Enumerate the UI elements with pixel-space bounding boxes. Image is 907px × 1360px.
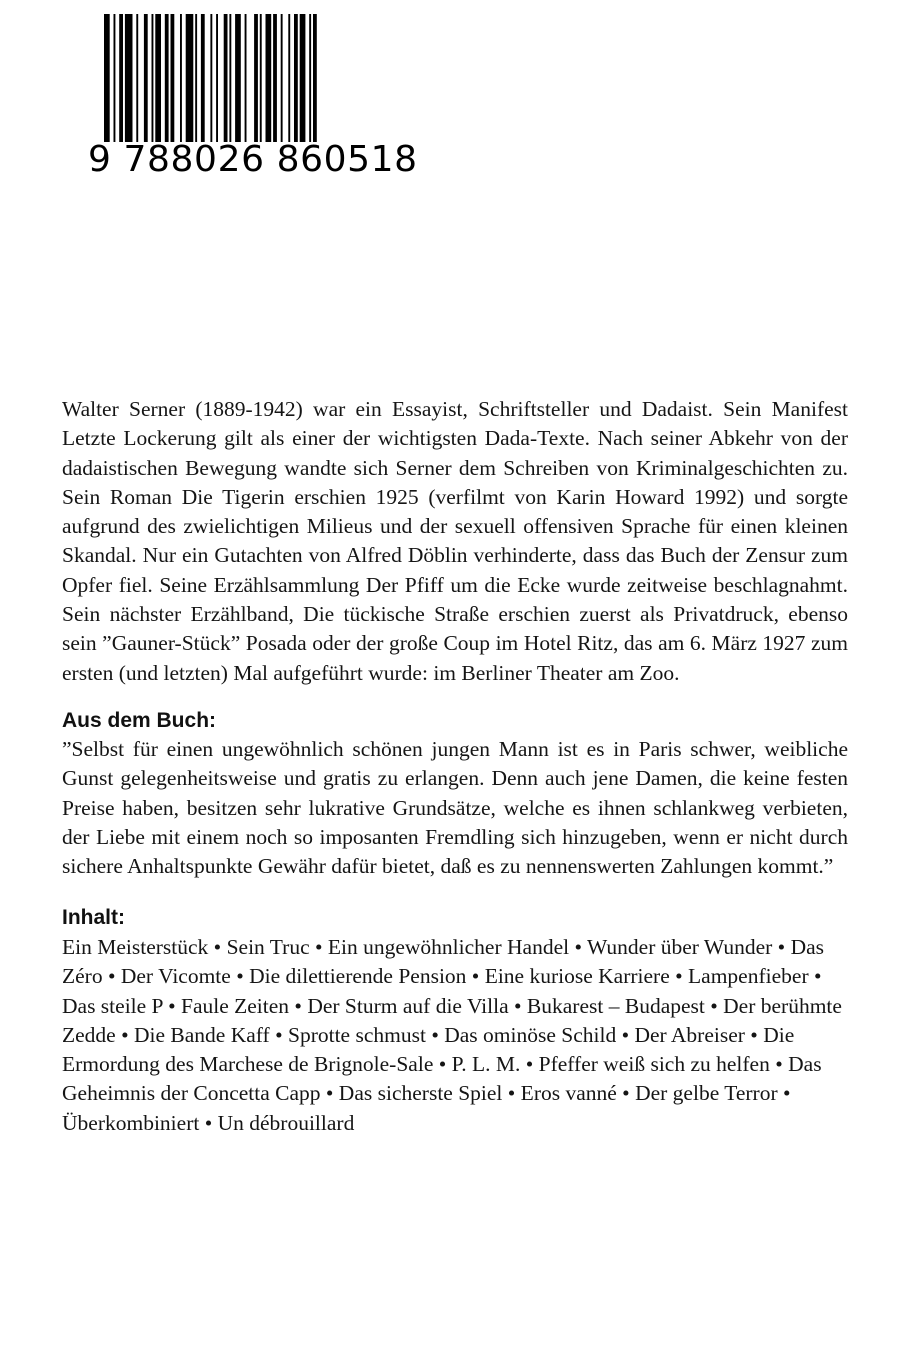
barcode-bar [136,14,138,142]
author-biography: Walter Serner (1889-1942) war ein Essayist, Schriftsteller und Dadaist. Sein Manifest Letzte Lockerung gilt als einer der wichtigsten Dada-Texte. Nach seiner Abkehr von der dadaistischen Bewegung wandte sich Serner dem Schreiben von Kriminalgeschichten zu. Sein Roman Die Tigerin erschien 1925 (verfilmt von Karin Howard 1992) und sorgte aufgrund des zwielichtigen Milieus und der sexuell offensiven Sprache für einen kleinen Skandal. Nur ein Gutachten von Alfred Döblin verhinderte, dass das Buch der Zensur zum Opfer fiel. Seine Erzählsammlung Der Pfiff um die Ecke wurde zeitweise beschlagnahmt. Sein nächster Erzählband, Die tückische Straße erschien zuerst als Privatdruck, ebenso sein ”Gauner-Stück” Posada oder der große Coup im Hotel Ritz, das am 6. März 1927 zum ersten (und letzten) Mal aufgeführt wurde: im Berliner Theater am Zoo. [62,397,848,685]
barcode-bar [186,14,194,142]
barcode-bar [245,14,247,142]
barcode-bar [224,14,228,142]
barcode-bar [288,14,290,142]
barcode-bar [216,14,218,142]
barcode-bar [125,14,133,142]
barcode-bar [201,14,205,142]
barcode-bar [152,14,154,142]
barcode-bar [254,14,258,142]
contents-heading: Inhalt: [62,906,125,929]
book-excerpt: ”Selbst für einen ungewöhnlich schönen jungen Mann ist es in Paris schwer, weibliche Gunst gelegenheitsweise und gratis zu erlangen. Denn auch jene Damen, die keine festen Preise haben, besitzen sehr lukrative Grundsätze, welche es ihnen schlankweg verbieten, der Liebe mit einem noch so imposanten Fremdling sich hinzugeben, wenn er nicht durch sichere Anhaltspunkte Gewähr dafür bietet, daß es zu nennenswerten Zahlungen kommt.” [62,737,848,879]
barcode-bar [144,14,148,142]
barcode-bar [165,14,169,142]
barcode-bar [104,14,110,142]
barcode-bars [104,14,344,142]
barcode-bar [300,14,306,142]
barcode-bar [260,14,262,142]
barcode-bar [119,14,123,142]
barcode-bar [273,14,277,142]
barcode-bar [171,14,175,142]
excerpt-heading: Aus dem Buch: [62,709,217,732]
isbn-barcode [88,14,418,180]
barcode-bar [309,14,311,142]
barcode-bar [180,14,182,142]
barcode-bar [155,14,161,142]
barcode-bar [195,14,197,142]
barcode-bar [114,14,116,142]
barcode-bar [313,14,317,142]
isbn-number: 9 788026 860518 [88,139,418,180]
table-of-contents: Ein Meisterstück • Sein Truc • Ein ungewöhnlicher Handel • Wunder über Wunder • Das Zéro • Der Vicomte • Die dilettierende Pension • Eine kuriose Karriere • Lampenfieber • Das steile P • Faule Zeiten • Der Sturm auf die Villa • Bukarest – Budapest • Der berühmte Zedde • Die Bande Kaff • Sprotte schmust • Das ominöse Schild • Der Abreiser • Die Ermordung des Marchese de Brignole-Sale • P. L. M. • Pfeffer weiß sich zu helfen • Das Geheimnis der Concetta Capp • Das sicherste Spiel • Eros vanné • Der gelbe Terror • Überkombiniert • Un débrouillard [62,935,842,1135]
barcode-bar [229,14,231,142]
barcode-bar [266,14,272,142]
barcode-bar [294,14,298,142]
barcode-bar [210,14,212,142]
barcode-bar [281,14,283,142]
barcode-bar [235,14,241,142]
